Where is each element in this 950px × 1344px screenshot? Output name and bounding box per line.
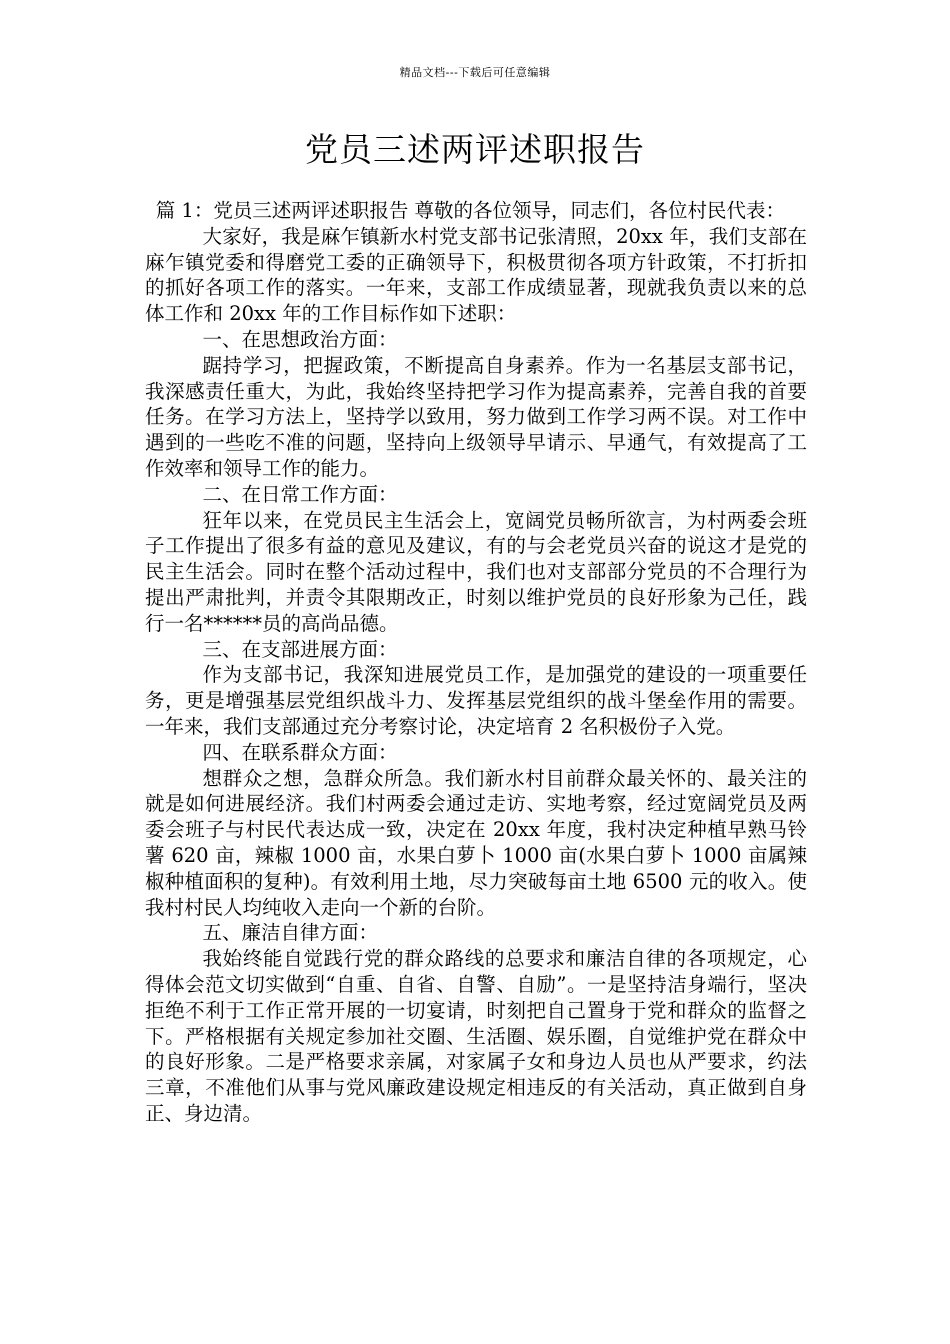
- document-body: [145, 198, 807, 1127]
- page-header-note: 精品文档---下载后可任意编辑: [399, 66, 551, 79]
- document-title: 党员三述两评述职报告: [305, 130, 645, 169]
- body-paragraph-political: 踞持学习，把握政策，不断提高自身素养。作为一名基层支部书记，我深感责任重大，为此，我始终坚持把学习作为提高素养，完善自我的首要任务。在学习方法上，坚持学以致用，努力做到工作学习两不误。对工作中遇到的一些吃不准的问题，坚持向上级领导早请示、早通气，有效提高了工作效率和领导工作的能力。: [145, 353, 807, 480]
- section-heading-branch-development: 三、在支部进展方面：: [202, 637, 398, 661]
- section-heading-masses: 四、在联系群众方面：: [202, 740, 398, 764]
- body-paragraph-daily-work: 狂年以来，在党员民主生活会上，宽阔党员畅所欲言，为村两委会班子工作提出了很多有益的意见及建议，有的与会老党员兴奋的说这才是党的民主生活会。同时在整个活动过程中，我们也对支部部分党员的不合理行为提出严肃批判，并责令其限期改正，时刻以维护党员的良好形象为己任，践行一名******员的高尚品德。: [145, 508, 807, 635]
- body-paragraph-masses: 想群众之想，急群众所急。我们新水村目前群众最关怀的、最关注的就是如何进展经济。我们村两委会通过走访、实地考察，经过宽阔党员及两委会班子与村民代表达成一致，决定在 20xx 年度，我村决定种植早熟马铃薯 620 亩，辣椒 1000 亩，水果白萝卜 1000 亩(水果白萝卜 1000 亩属辣椒种植面积的复种)。有效利用土地，尽力突破每亩土地 6500 元的收入。使我村村民人均纯收入走向一个新的台阶。: [145, 766, 807, 919]
- section-heading-political: 一、在思想政治方面：: [202, 327, 398, 351]
- section-heading-integrity: 五、廉洁自律方面：: [202, 921, 379, 945]
- body-paragraph-integrity: 我始终能自觉践行党的群众路线的总要求和廉洁自律的各项规定，心得体会范文切实做到“自重、自省、自警、自励”。一是坚持洁身端行，坚决拒绝不利于工作正常开展的一切宴请，时刻把自己置身于党和群众的监督之下。严格根据有关规定参加社交圈、生活圈、娱乐圈，自觉维护党在群众中的良好形象。二是严格要求亲属，对家属子女和身边人员也从严要求，约法三章，不准他们从事与党风廉政建设规定相违反的有关活动，真正做到自身正、身边清。: [145, 947, 807, 1125]
- body-paragraph-opening: 大家好，我是麻乍镇新水村党支部书记张清照，20xx 年，我们支部在麻乍镇党委和得磨党工委的正确领导下，积极贯彻各项方针政策，不打折扣的抓好各项工作的落实。一年来，支部工作成绩显著，现就我负责以来的总体工作和 20xx 年的工作目标作如下述职：: [145, 224, 807, 326]
- intro-paragraph: 篇 1：党员三述两评述职报告 尊敬的各位领导，同志们，各位村民代表：: [155, 199, 786, 222]
- section-heading-daily-work: 二、在日常工作方面：: [202, 482, 398, 506]
- body-paragraph-branch-development: 作为支部书记，我深知进展党员工作，是加强党的建设的一项重要任务，更是增强基层党组织战斗力、发挥基层党组织的战斗堡垒作用的需要。一年来，我们支部通过充分考察讨论，决定培育 2 名积极份子入党。: [145, 663, 807, 738]
